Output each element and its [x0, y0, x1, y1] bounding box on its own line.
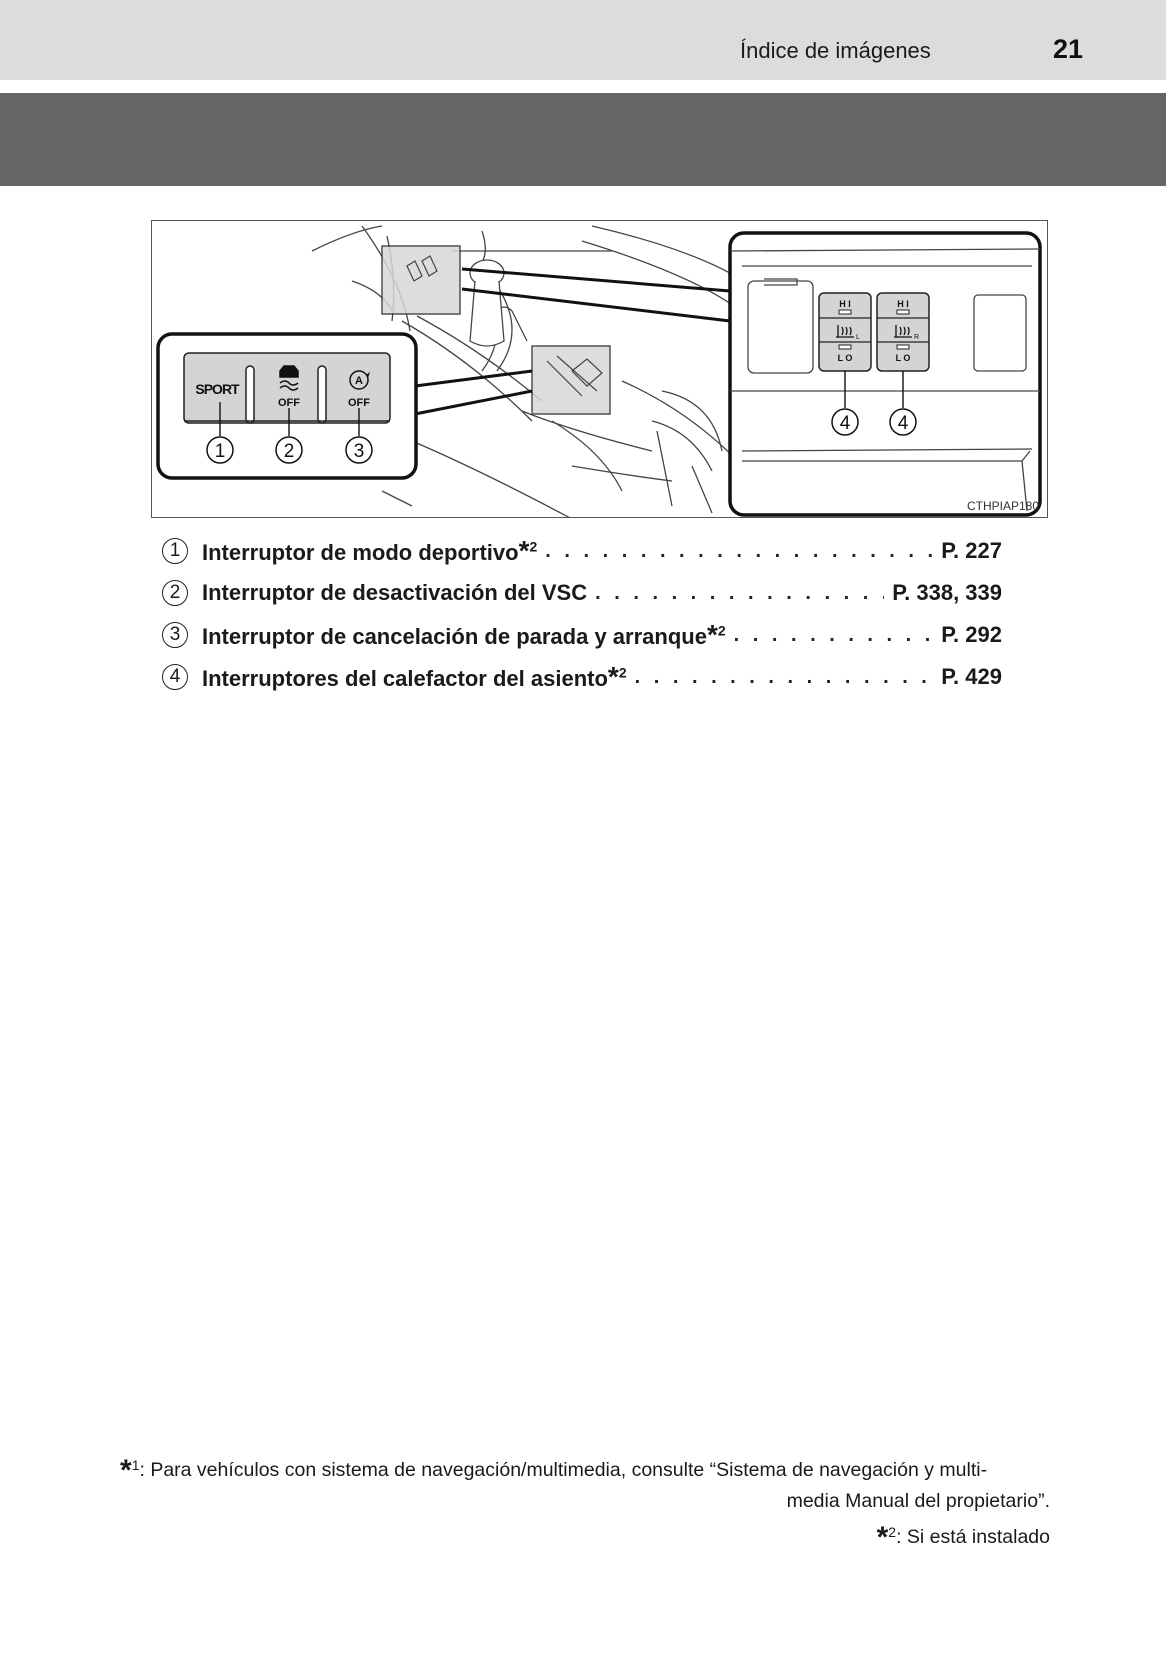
console-drawing	[152, 221, 1048, 518]
leader-dots	[635, 666, 934, 689]
stop-start-off-label: OFF	[348, 397, 370, 409]
leader-dots	[734, 624, 934, 647]
item-label: Interruptor de desactivación del VSC	[202, 580, 588, 605]
vsc-off-label: OFF	[278, 397, 300, 409]
item-label: Interruptores del calefactor del asiento*$^2$	[202, 661, 627, 692]
item-number: 2	[162, 580, 188, 606]
leader-dots	[545, 540, 933, 563]
console-illustration	[151, 220, 1048, 518]
left-lo-label: L O	[837, 353, 853, 363]
left-side-label: L	[856, 334, 860, 341]
footnote-ref: 2	[717, 622, 726, 639]
list-item	[162, 656, 1002, 698]
footnotes	[120, 1450, 1050, 1553]
header-bar	[0, 0, 1166, 80]
page-reference[interactable]: P. 338, 339	[892, 580, 1002, 605]
list-item	[162, 614, 1002, 656]
callout-3: 3	[353, 441, 365, 462]
footnote-star: *	[607, 661, 619, 692]
right-hi-label: H I	[897, 299, 909, 309]
seat-heater-highlight	[382, 246, 460, 314]
callout-4-right: 4	[897, 413, 909, 434]
item-label: Interruptor de modo deportivo*$^2$	[202, 535, 538, 566]
page-reference[interactable]: P. 292	[941, 622, 1002, 647]
footnote-1: *$^1$: Para vehículos con sistema de navegación/multimedia, consulte “Sistema de navegación y multi-	[120, 1454, 988, 1487]
item-number: 1	[162, 538, 188, 564]
section-title: Índice de imágenes	[740, 38, 931, 63]
item-number: 4	[162, 664, 188, 690]
svg-text:A: A	[355, 375, 363, 387]
footnote-ref: 2	[529, 538, 538, 555]
figure-code: CTHPIAP180	[966, 499, 1039, 513]
list-item	[162, 572, 1002, 614]
item-label: Interruptor de cancelación de parada y arranque*$^2$	[202, 619, 726, 650]
right-inset	[730, 233, 1040, 515]
right-side-label: R	[914, 334, 920, 341]
footnote-star: *	[706, 619, 718, 650]
left-inset	[158, 334, 416, 478]
footnote-star: *	[518, 535, 530, 566]
footnote-1-continued: media Manual del propietario”.	[786, 1490, 1050, 1512]
component-list	[162, 530, 1002, 698]
page-reference[interactable]: P. 429	[941, 664, 1002, 689]
footnote-2: *$^2$: Si está instalado	[876, 1521, 1050, 1554]
list-item	[162, 530, 1002, 572]
right-lo-label: L O	[895, 353, 911, 363]
item-number: 3	[162, 622, 188, 648]
footnote-ref: 2	[618, 664, 627, 681]
page-number: 21	[1053, 34, 1084, 64]
left-hi-label: H I	[839, 299, 851, 309]
switch-highlight	[532, 346, 610, 414]
callout-4-left: 4	[839, 413, 851, 434]
callout-2: 2	[283, 441, 295, 462]
leader-dots	[595, 582, 884, 605]
page-reference[interactable]: P. 227	[941, 538, 1002, 563]
sport-label: SPORT	[195, 381, 239, 397]
section-banner	[0, 93, 1166, 186]
callout-1: 1	[214, 441, 226, 462]
